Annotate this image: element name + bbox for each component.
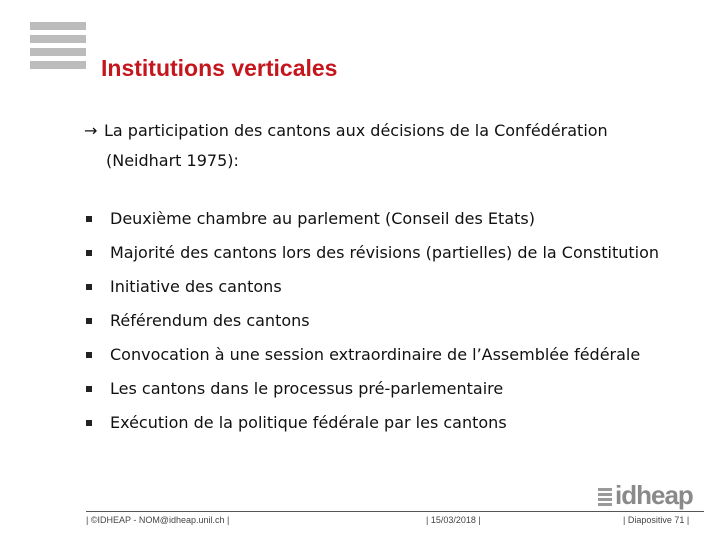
intro-paragraph [84, 116, 704, 176]
bullet-list [84, 204, 704, 442]
square-bullet-icon [86, 216, 92, 222]
slide-title: Institutions verticales [101, 55, 338, 81]
list-item-text: Convocation à une session extraordinaire de l’Assemblée fédérale [110, 345, 641, 364]
list-item [84, 306, 704, 336]
footer-date: | 15/03/2018 | [426, 515, 481, 525]
square-bullet-icon [86, 352, 92, 358]
square-bullet-icon [86, 318, 92, 324]
logo-bar [30, 22, 86, 30]
list-item [84, 340, 704, 370]
square-bullet-icon [86, 386, 92, 392]
list-item [84, 238, 704, 268]
list-item-text: Les cantons dans le processus pré-parlementaire [110, 379, 504, 398]
logo-bar [30, 61, 86, 69]
arrow-right-icon: → [84, 121, 98, 140]
logo-stripe [598, 488, 612, 491]
footer-slide-number: | Diapositive 71 | [623, 515, 690, 525]
logo-stripe [598, 493, 612, 496]
intro-line-2: (Neidhart 1975): [106, 151, 239, 170]
footer-contact: | ©IDHEAP - NOM@idheap.unil.ch | [86, 515, 230, 525]
idheap-logo [598, 480, 694, 513]
list-item [84, 374, 704, 404]
list-item-text: Initiative des cantons [110, 277, 282, 296]
list-item-text: Majorité des cantons lors des révisions (partielles) de la Constitution [110, 243, 660, 262]
square-bullet-icon [86, 420, 92, 426]
logo-stripe [598, 498, 612, 501]
idheap-logo-wordmark: idheap [615, 480, 693, 510]
logo-bar [30, 48, 86, 56]
square-bullet-icon [86, 284, 92, 290]
list-item [84, 204, 704, 234]
list-item [84, 272, 704, 302]
square-bullet-icon [86, 250, 92, 256]
intro-line-1: La participation des cantons aux décisions de la Confédération [104, 121, 608, 140]
logo-stripe [598, 503, 612, 506]
list-item-text: Deuxième chambre au parlement (Conseil des Etats) [110, 209, 535, 228]
list-item-text: Exécution de la politique fédérale par les cantons [110, 413, 507, 432]
logo-bar [30, 35, 86, 43]
list-item-text: Référendum des cantons [110, 311, 310, 330]
list-item [84, 408, 704, 438]
footer-divider [86, 511, 704, 512]
